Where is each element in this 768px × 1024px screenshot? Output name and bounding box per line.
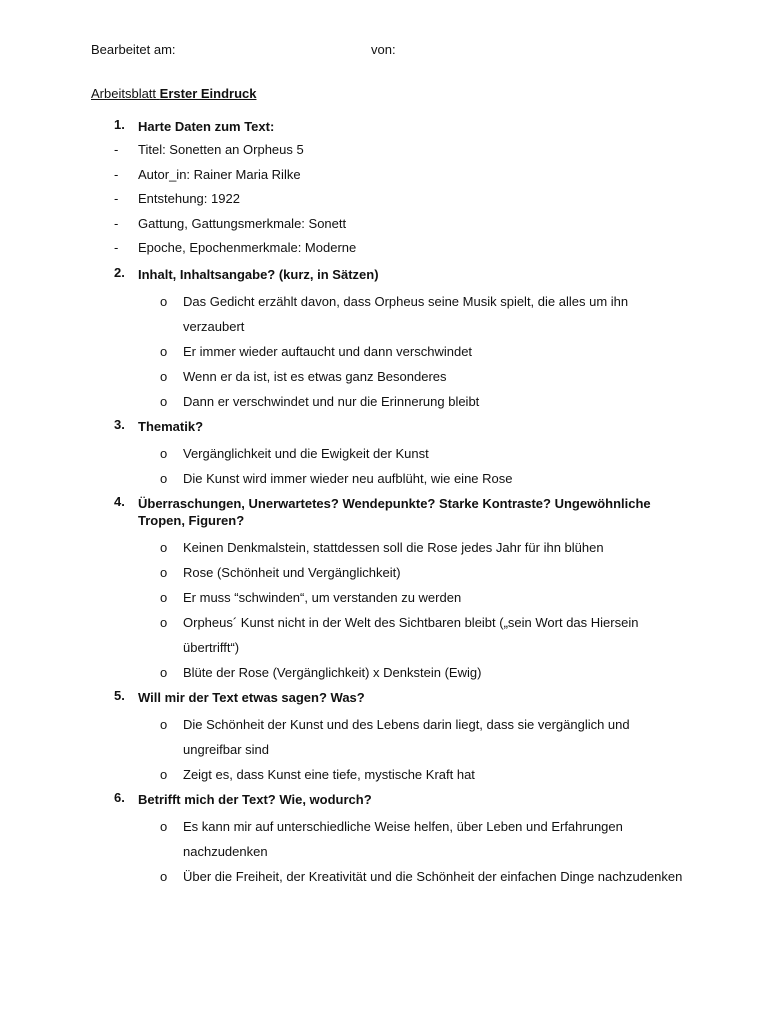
dash-marker: - xyxy=(114,240,119,256)
section-heading xyxy=(91,687,691,712)
bullet-item-text: Rose (Schönheit und Vergänglichkeit) xyxy=(183,564,401,580)
circle-bullet-icon: o xyxy=(160,716,168,732)
circle-bullet-icon: o xyxy=(160,293,168,309)
bullet-item-text: Über die Freiheit, der Kreativität und die Schönheit der einfachen Dinge nachzudenken xyxy=(183,868,683,884)
circle-bullet-icon: o xyxy=(160,539,168,555)
section-number: 6. xyxy=(114,789,125,805)
dash-item-text: Titel: Sonetten an Orpheus 5 xyxy=(138,142,304,157)
bullet-item-text: Er immer wieder auftaucht und dann verschwindet xyxy=(183,343,473,359)
dash-item-text: Autor_in: Rainer Maria Rilke xyxy=(138,166,301,182)
section-number: 5. xyxy=(114,687,125,703)
edited-on-label: Bearbeitet am: xyxy=(91,42,176,57)
section-number: 2. xyxy=(114,264,125,280)
bullet-list-item xyxy=(91,814,691,864)
title-bold: Erster Eindruck xyxy=(159,86,257,101)
bullet-item-text: Das Gedicht erzählt davon, dass Orpheus seine Musik spielt, die alles um ihn verzaubert xyxy=(183,293,629,334)
bullet-item-text: Wenn er da ist, ist es etwas ganz Besonderes xyxy=(183,368,447,384)
section-heading xyxy=(91,416,691,441)
circle-bullet-icon: o xyxy=(160,368,168,384)
circle-bullet-icon: o xyxy=(160,614,168,630)
bullet-item-text: Keinen Denkmalstein, stattdessen soll die Rose jedes Jahr für ihn blühen xyxy=(183,539,604,555)
circle-bullet-icon: o xyxy=(160,818,168,834)
dash-list-item xyxy=(91,239,691,264)
circle-bullet-icon: o xyxy=(160,343,168,359)
bullet-list-item xyxy=(91,660,691,685)
bullet-list-item xyxy=(91,762,691,787)
bullet-list-item xyxy=(91,560,691,585)
section-heading-text: Thematik? xyxy=(138,418,204,434)
edited-by-label: von: xyxy=(371,42,396,57)
circle-bullet-icon: o xyxy=(160,589,168,605)
section-heading xyxy=(91,493,691,535)
worksheet-title xyxy=(91,86,257,101)
circle-bullet-icon: o xyxy=(160,445,168,461)
dash-list-item xyxy=(91,190,691,215)
bullet-item-text: Vergänglichkeit und die Ewigkeit der Kunst xyxy=(183,445,429,461)
dash-marker: - xyxy=(114,191,119,207)
dash-item-text: Gattung, Gattungsmerkmale: Sonett xyxy=(138,215,347,231)
section-number: 1. xyxy=(114,117,125,132)
bullet-list-item xyxy=(91,712,691,762)
bullet-list-item xyxy=(91,610,691,660)
section-heading-text: Inhalt, Inhaltsangabe? (kurz, in Sätzen) xyxy=(138,266,379,282)
dash-list-item xyxy=(91,141,691,166)
bullet-list-item xyxy=(91,389,691,414)
dash-list-item xyxy=(91,166,691,191)
section-heading xyxy=(91,116,691,141)
section-heading-text: Betrifft mich der Text? Wie, wodurch? xyxy=(138,791,372,807)
section-heading-text: Überraschungen, Unerwartetes? Wendepunkte? Starke Kontraste? Ungewöhnliche Tropen, Figuren? xyxy=(138,495,651,528)
section-heading xyxy=(91,264,691,289)
section-heading-text: Will mir der Text etwas sagen? Was? xyxy=(138,689,365,705)
bullet-item-text: Es kann mir auf unterschiedliche Weise helfen, über Leben und Erfahrungen nachzudenken xyxy=(183,818,623,859)
bullet-list-item xyxy=(91,339,691,364)
bullet-list-item xyxy=(91,364,691,389)
dash-marker: - xyxy=(114,142,119,157)
circle-bullet-icon: o xyxy=(160,393,168,409)
dash-list-item xyxy=(91,215,691,240)
section-heading xyxy=(91,789,691,814)
dash-marker: - xyxy=(114,215,119,231)
bullet-list-item xyxy=(91,289,691,339)
worksheet-content xyxy=(91,116,691,891)
bullet-list-item xyxy=(91,585,691,610)
bullet-item-text: Die Kunst wird immer wieder neu aufblüht, wie eine Rose xyxy=(183,470,513,486)
circle-bullet-icon: o xyxy=(160,868,168,884)
bullet-list-item xyxy=(91,466,691,491)
circle-bullet-icon: o xyxy=(160,664,168,680)
bullet-list-item xyxy=(91,864,691,889)
title-prefix: Arbeitsblatt xyxy=(91,86,157,101)
dash-item-text: Epoche, Epochenmerkmale: Moderne xyxy=(138,240,357,256)
section-heading-text: Harte Daten zum Text: xyxy=(138,119,275,134)
dash-marker: - xyxy=(114,166,119,182)
section-number: 3. xyxy=(114,416,125,432)
dash-item-text: Entstehung: 1922 xyxy=(138,191,240,207)
bullet-item-text: Dann er verschwindet und nur die Erinnerung bleibt xyxy=(183,393,480,409)
bullet-item-text: Die Schönheit der Kunst und des Lebens darin liegt, dass sie vergänglich und ungreifbar sind xyxy=(183,716,630,757)
bullet-list-item xyxy=(91,441,691,466)
section-number: 4. xyxy=(114,493,125,509)
circle-bullet-icon: o xyxy=(160,470,168,486)
section-spacer xyxy=(91,889,691,891)
bullet-item-text: Blüte der Rose (Vergänglichkeit) x Denkstein (Ewig) xyxy=(183,664,482,680)
circle-bullet-icon: o xyxy=(160,766,168,782)
circle-bullet-icon: o xyxy=(160,564,168,580)
bullet-item-text: Orpheus´ Kunst nicht in der Welt des Sichtbaren bleibt („sein Wort das Hiersein übertrifft“) xyxy=(183,614,639,655)
bullet-list-item xyxy=(91,535,691,560)
bullet-item-text: Er muss “schwinden“, um verstanden zu werden xyxy=(183,589,462,605)
bullet-item-text: Zeigt es, dass Kunst eine tiefe, mystische Kraft hat xyxy=(183,766,475,782)
